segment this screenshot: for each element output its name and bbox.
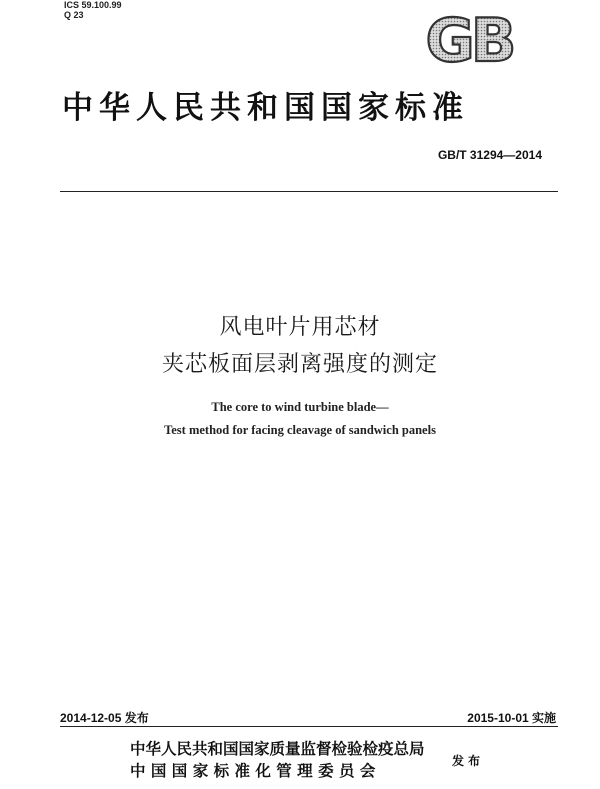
classification-codes [64,0,122,20]
footer-divider [60,726,558,727]
chinese-title-line-1: 风电叶片用芯材 [219,315,381,340]
issuer-aqsiq: 中华人民共和国国家质量监督检验检疫总局 [130,740,425,758]
issue-date: 2014-12-05 发布 [60,711,149,725]
implementation-date: 2015-10-01 实施 [467,711,556,725]
standard-type-title: 中华人民共和国国家标准 [62,90,469,126]
chinese-title-line-2: 夹芯板面层剥离强度的测定 [161,352,438,377]
standard-number: GB/T 31294—2014 [437,148,542,162]
english-title-line-1: The core to wind turbine blade— [211,400,389,414]
gb-logo [408,11,530,65]
ccs-code: Q 23 [64,10,84,20]
ics-code: ICS 59.100.99 [64,0,122,10]
header-divider [60,191,558,192]
issuer-sac: 中 国 国 家 标 准 化 管 理 委 员 会 [130,762,376,780]
issue-label: 发布 [452,754,485,768]
english-title-line-2: Test method for facing cleavage of sandwich panels [164,423,436,437]
gb-logo-text: GB [425,11,513,65]
